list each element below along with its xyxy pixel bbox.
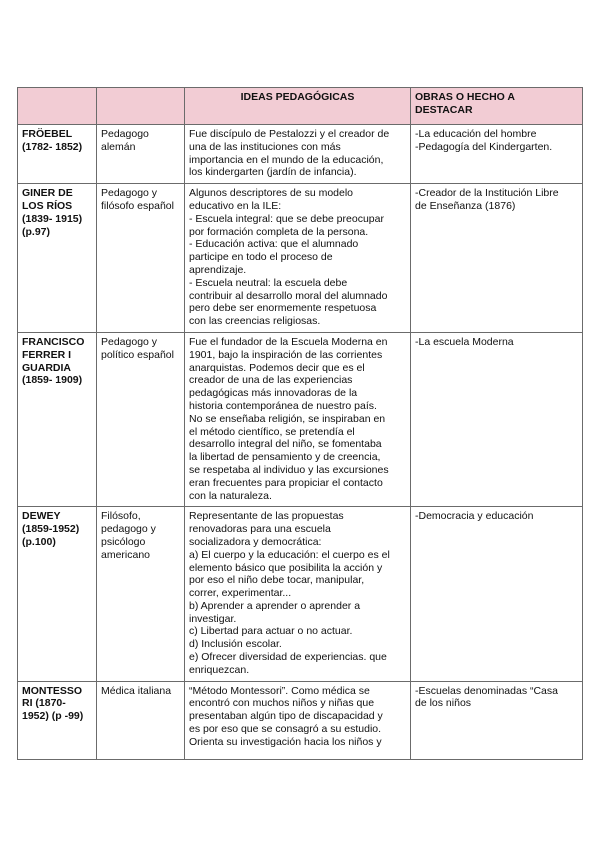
text-line: con la naturaleza.	[189, 489, 272, 502]
text-line: (1859- 1909)	[22, 374, 83, 387]
pedagogue-role-cell	[97, 125, 185, 184]
table-row	[18, 681, 583, 759]
pedagogue-role-cell	[97, 332, 185, 506]
text-line: Pedagogo y	[101, 187, 158, 200]
pedagogical-ideas-cell	[185, 184, 411, 333]
text-line: político español	[101, 348, 174, 361]
text-line: No se enseñaba religión, se inspiraban en	[189, 412, 386, 425]
text-line: d) Inclusión escolar.	[189, 638, 282, 651]
text-line: (1859-1952)	[22, 523, 80, 536]
text-line: -Pedagogía del Kindergarten.	[415, 140, 553, 153]
text-line: por formación completa de la persona.	[189, 225, 369, 238]
pedagogue-name-cell	[18, 332, 97, 506]
text-line: americano	[101, 548, 151, 561]
text-line: (p.97)	[22, 225, 51, 238]
text-line: renovadoras para una escuela	[189, 523, 331, 536]
text-line: Filósofo,	[101, 510, 141, 523]
text-line: Pedagogo y	[101, 335, 158, 348]
text-line: DEWEY	[22, 510, 61, 523]
text-line: psicólogo	[101, 535, 146, 548]
text-line: de los niños	[415, 697, 472, 710]
works-cell	[411, 184, 583, 333]
text-line: a) El cuerpo y la educación: el cuerpo es el	[189, 548, 390, 561]
text-line: FERRER I	[22, 348, 72, 361]
text-line: - Escuela integral: que se debe preocupar	[189, 212, 384, 225]
pedagogical-ideas-cell	[185, 125, 411, 184]
text-line: e) Ofrecer diversidad de experiencias. que	[189, 651, 387, 664]
text-line: desarrollo integral del niño, se fomentaba	[189, 438, 382, 451]
table-header-row	[18, 88, 583, 125]
pedagogue-role-cell	[97, 184, 185, 333]
pedagogical-ideas-cell	[185, 507, 411, 681]
text-line: pedagógicas más innovadoras de la	[189, 387, 358, 400]
text-line: c) Libertad para actuar o no actuar.	[189, 625, 353, 638]
text-line: educativo en la ILE:	[189, 199, 282, 212]
text-line: creador de una de las experiencias	[189, 374, 353, 387]
pedagogical-ideas-cell	[185, 332, 411, 506]
text-line: -La educación del hombre	[415, 128, 537, 140]
text-line: b) Aprender a aprender o aprender a	[189, 599, 361, 612]
text-line: LOS RÍOS	[22, 199, 73, 212]
text-line: alemán	[101, 140, 136, 153]
text-line: 1952) (p -99)	[22, 710, 84, 723]
text-line: Pedagogo	[101, 128, 149, 140]
text-line: GINER DE	[22, 187, 73, 200]
text-line: MONTESSO	[22, 684, 83, 697]
pedagogue-name-cell	[18, 184, 97, 333]
header-works-cell	[411, 88, 583, 125]
text-line: se respetaba al individuo y las excursiones	[189, 463, 389, 476]
text-line: GUARDIA	[22, 361, 71, 374]
text-line: FRÖEBEL	[22, 128, 73, 140]
text-line: Algunos descriptores de su modelo	[189, 187, 354, 200]
text-line: 1901, bajo la inspiración de las corrientes	[189, 348, 383, 361]
table-row	[18, 125, 583, 184]
works-cell	[411, 332, 583, 506]
text-line: (1782- 1852)	[22, 140, 83, 153]
text-line: por eso el niño debe tocar, manipular,	[189, 574, 365, 587]
pedagogue-name-cell	[18, 681, 97, 759]
pedagogue-name-cell	[18, 125, 97, 184]
pedagogue-role-cell	[97, 507, 185, 681]
text-line: participe en todo el proceso de	[189, 251, 333, 264]
text-line: enriquezcan.	[189, 663, 250, 676]
text-line: presentaban algún tipo de discapacidad y	[189, 710, 383, 723]
text-line: RI (1870-	[22, 697, 66, 710]
text-line: FRANCISCO	[22, 335, 85, 348]
text-line: Médica italiana	[101, 684, 172, 697]
text-line: pedagogo y	[101, 523, 156, 536]
text-line: el método científico, se pretendía el	[189, 425, 355, 438]
text-line: - Educación activa: que el alumnado	[189, 238, 359, 251]
header-ideas-label: IDEAS PEDAGÓGICAS	[240, 91, 355, 103]
header-works-label-line: DESTACAR	[415, 103, 473, 116]
pedagogue-role-cell	[97, 681, 185, 759]
header-ideas-cell	[185, 88, 411, 125]
text-line: “Método Montessori”. Como médica se	[189, 684, 370, 697]
text-line: aprendizaje.	[189, 263, 247, 276]
text-line: importancia en el mundo de la educación,	[189, 153, 384, 166]
header-role-cell	[97, 88, 185, 125]
table-row	[18, 507, 583, 681]
works-cell	[411, 125, 583, 184]
text-line: -La escuela Moderna	[415, 335, 514, 348]
text-line: investigar.	[189, 612, 237, 625]
text-line: (p.100)	[22, 535, 56, 548]
pedagogical-ideas-cell	[185, 681, 411, 759]
table-row	[18, 184, 583, 333]
text-line: Representante de las propuestas	[189, 510, 344, 523]
text-line: -Creador de la Institución Libre	[415, 187, 559, 200]
text-line: los kindergarten (jardín de infancia).	[189, 166, 357, 179]
text-line: es por eso que se consagró a su estudio.	[189, 723, 382, 736]
text-line: de Enseñanza (1876)	[415, 199, 516, 212]
header-name-cell	[18, 88, 97, 125]
text-line: -Democracia y educación	[415, 510, 534, 523]
text-line: encontró con muchos niños y niñas que	[189, 697, 375, 710]
table-row	[18, 332, 583, 506]
pedagogue-name-cell	[18, 507, 97, 681]
text-line: Fue el fundador de la Escuela Moderna en	[189, 335, 388, 348]
text-line: filósofo español	[101, 199, 174, 212]
header-works-label-line: OBRAS O HECHO A	[415, 91, 515, 103]
text-line: elemento básico que posibilita la acción y	[189, 561, 383, 574]
text-line: anarquistas. Podemos decir que es el	[189, 361, 365, 374]
text-line: historia contemporánea de nuestro país.	[189, 399, 377, 412]
pedagogues-table	[17, 87, 583, 760]
text-line: - Escuela neutral: la escuela debe	[189, 276, 348, 289]
text-line: Fue discípulo de Pestalozzi y el creador de	[189, 128, 390, 140]
text-line: eran frecuentes para propiciar el contacto	[189, 476, 383, 489]
text-line: una de las instituciones con más	[189, 140, 341, 153]
text-line: contribuir al desarrollo moral del alumnado	[189, 289, 388, 302]
text-line: (1839- 1915)	[22, 212, 83, 225]
text-line: pero debe ser enormemente respetuosa	[189, 302, 377, 315]
works-cell	[411, 507, 583, 681]
text-line: socializadora y democrática:	[189, 535, 322, 548]
text-line: -Escuelas denominadas “Casa	[415, 684, 558, 697]
text-line: con las creencias religiosas.	[189, 315, 321, 328]
works-cell	[411, 681, 583, 759]
text-line: la libertad de pensamiento y de creencia,	[189, 451, 381, 464]
text-line: correr, experimentar...	[189, 587, 292, 600]
text-line: Orienta su investigación hacia los niños y	[189, 735, 382, 748]
